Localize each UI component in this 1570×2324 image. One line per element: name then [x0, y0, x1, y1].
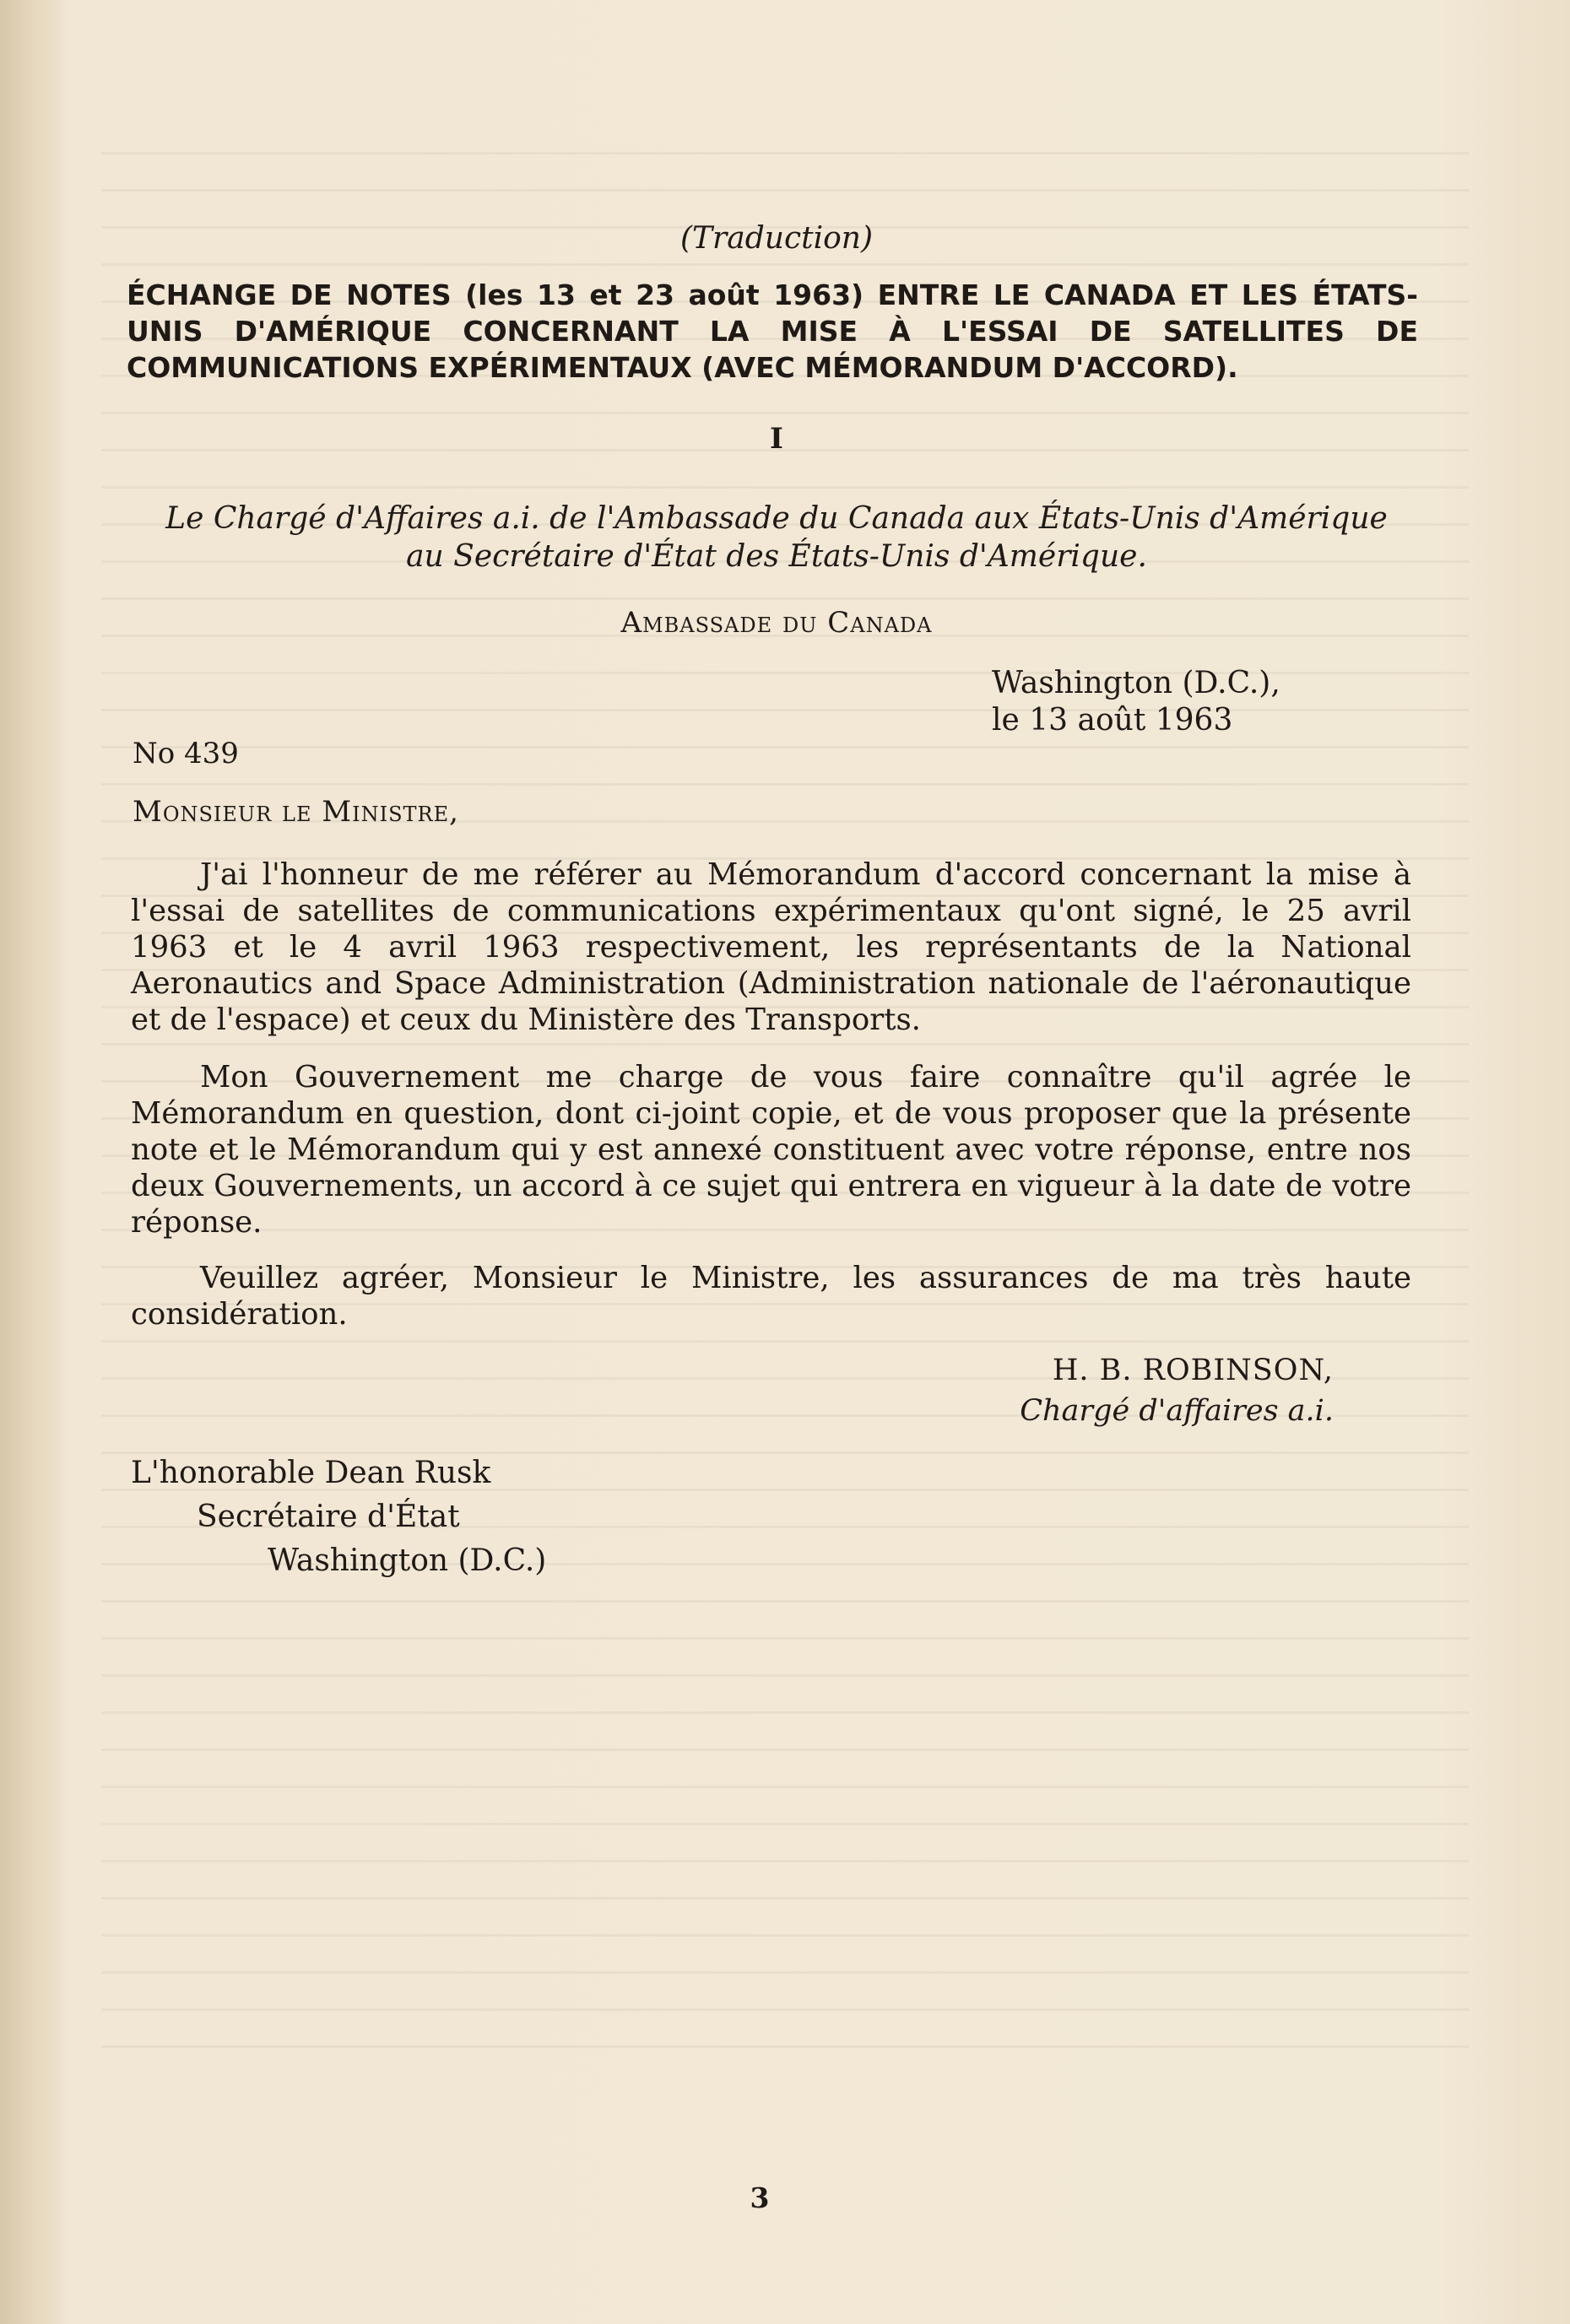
addressee-block	[131, 1451, 546, 1583]
closing-paragraph	[131, 1260, 1411, 1332]
page-spine-shadow	[0, 0, 66, 2324]
embassy-heading: Ambassade du Canada	[620, 606, 933, 640]
sender-recipient-heading	[127, 500, 1427, 576]
paragraph-text: Mon Gouvernement me charge de vous faire connaître qu'il agrée le Mémorandum en question, dont ci-joint copie, et de vous proposer que la présente note et le Mémorandum qui y est annexé constituent avec votre réponse, entre nos deux Gouvernements, un accord à ce sujet qui entrera en vigueur à la date de votre réponse.	[131, 1060, 1411, 1240]
body-paragraph	[131, 1059, 1411, 1240]
recipient-line: au Secrétaire d'État des États-Unis d'Amérique.	[406, 539, 1147, 574]
paragraph-text: J'ai l'honneur de me référer au Mémorandum d'accord concernant la mise à l'essai de satellites de communications expérimentaux qu'ont signé, le 25 avril 1963 et le 4 avril 1963 respectivement, les représentants de la National Aeronautics and Space Administration (Administration nationale de l'aéronautique et de l'espace) et ceux du Ministère des Transports.	[131, 857, 1411, 1037]
signatory-title: Chargé d'affaires a.i.	[1020, 1394, 1334, 1428]
date-line: le 13 août 1963	[992, 703, 1233, 738]
signatory-name: H. B. ROBINSON,	[1052, 1354, 1334, 1387]
document-title: ÉCHANGE DE NOTES (les 13 et 23 août 1963) ENTRE LE CANADA ET LES ÉTATS-UNIS D'AMÉRIQUE CONCERNANT LA MISE À L'ESSAI DE SATELLITES DE COMMUNICATIONS EXPÉRIMENTAUX (AVEC MÉMORANDUM D'ACCORD).	[127, 278, 1418, 384]
salutation: Monsieur le Ministre,	[133, 795, 459, 829]
translation-note: (Traduction)	[679, 221, 873, 256]
signature-block	[971, 1350, 1334, 1431]
section-number: I	[770, 422, 783, 456]
addressee-city: Washington (D.C.)	[268, 1543, 547, 1578]
note-reference-number: No 439	[133, 737, 239, 770]
paragraph-text: Veuillez agréer, Monsieur le Ministre, les assurances de ma très haute considération.	[131, 1261, 1411, 1332]
page-number: 3	[750, 2181, 770, 2214]
addressee-name: L'honorable Dean Rusk	[131, 1456, 491, 1490]
place-date	[992, 665, 1280, 739]
addressee-title: Secrétaire d'État	[197, 1500, 460, 1534]
body-paragraph	[131, 857, 1411, 1038]
place-line: Washington (D.C.),	[992, 666, 1280, 700]
sender-line: Le Chargé d'Affaires a.i. de l'Ambassade du Canada aux États-Unis d'Amérique	[165, 501, 1388, 536]
